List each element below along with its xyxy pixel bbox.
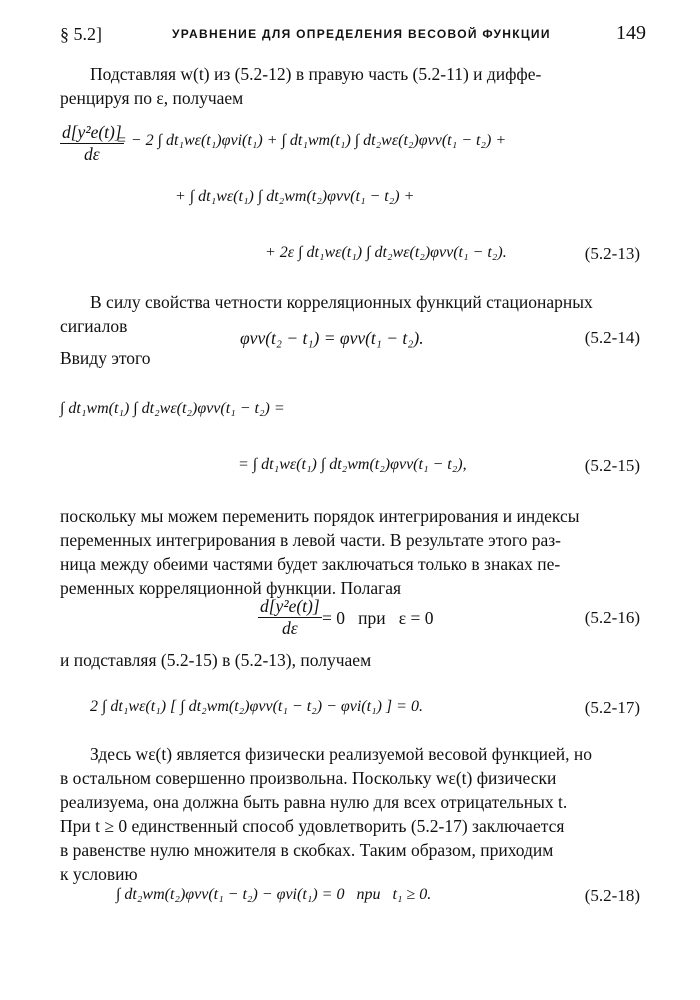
text-line: ница между обеими частями будет заключаться только в знаках пе- — [60, 554, 561, 574]
eq13-line-2: + ∫ dt₁wε(t₁) ∫ dt₂wm(t₂)φvv(t₁ − t₂) + — [175, 188, 415, 205]
eq16-denominator: dε — [282, 618, 298, 638]
text-line: переменных интегрирования в левой части. В результате этого раз- — [60, 530, 561, 550]
text-line: ренцируя по ε, получаем — [60, 88, 244, 108]
section-number: § 5.2] — [60, 24, 102, 44]
equation-5-2-18 — [60, 880, 640, 924]
text-line: В силу свойства четности корреляционных функций стационарных — [90, 292, 593, 312]
eq13-lhs-fraction — [60, 122, 124, 165]
eq13-denominator: dε — [84, 144, 100, 164]
page-number: 149 — [616, 22, 646, 44]
running-header — [60, 22, 646, 46]
text-line: к условию — [60, 864, 138, 884]
eq17-body: 2 ∫ dt₁wε(t₁) [ ∫ dt₂wm(t₂)φvv(t₁ − t₂) − φvi(t₁) ] = 0. — [90, 698, 423, 715]
eq16-lhs-fraction — [258, 596, 322, 639]
equation-5-2-13 — [60, 118, 640, 288]
text-line: Здесь wε(t) является физически реализуемой весовой функцией, но — [90, 744, 593, 764]
equation-number: (5.2-16) — [584, 608, 640, 627]
text-line: реализуема, она должна быть равна нулю для всех отрицательных t. — [60, 792, 568, 812]
equation-number: (5.2-17) — [584, 698, 640, 717]
equation-number: (5.2-13) — [584, 244, 640, 263]
text-line: сигиалов — [60, 316, 128, 336]
eq18-body: ∫ dt₂wm(t₂)φvv(t₁ − t₂) − φvi(t₁) = 0 при t₁ ≥ 0. — [116, 886, 432, 903]
equation-number: (5.2-15) — [584, 456, 640, 475]
paragraph-realizable — [60, 742, 640, 886]
paragraph-reorder — [60, 504, 640, 600]
equation-number: (5.2-18) — [584, 886, 640, 905]
eq15-line-1: ∫ dt₁wm(t₁) ∫ dt₂wε(t₂)φvv(t₁ − t₂) = — [60, 400, 285, 417]
eq15-line-2: = ∫ dt₁wε(t₁) ∫ dt₂wm(t₂)φvv(t₁ − t₂), — [238, 456, 467, 473]
paragraph-intro — [60, 62, 640, 110]
text-line: ременных корреляционной функции. Полагая — [60, 578, 402, 598]
eq13-line-3: + 2ε ∫ dt₁wε(t₁) ∫ dt₂wε(t₂)φvv(t₁ − t₂). — [265, 244, 507, 261]
text-line: в остальном совершенно произвольна. Поскольку wε(t) физически — [60, 768, 557, 788]
eq16-numerator: d[y²e(t)] — [260, 596, 320, 616]
text-line: Подставляя w(t) из (5.2-12) в правую часть (5.2-11) и диффе- — [90, 64, 542, 84]
equation-5-2-17 — [60, 690, 640, 734]
text-line: При t ≥ 0 единственный способ удовлетворить (5.2-17) заключается — [60, 816, 565, 836]
eq13-line-1: = − 2 ∫ dt₁wε(t₁)φvi(t₁) + ∫ dt₁wm(t₁) ∫ dt₂wε(t₂)φvv(t₁ − t₂) + — [116, 132, 507, 149]
eq13-numerator: d[y²e(t)] — [62, 122, 122, 142]
eq16-rest: = 0 при ε = 0 — [322, 608, 434, 628]
text-line: поскольку мы можем переменить порядок интегрирования и индексы — [60, 506, 580, 526]
eq14-body: φvv(t₂ − t₁) = φvv(t₁ − t₂). — [240, 328, 424, 348]
equation-5-2-15 — [60, 390, 640, 500]
equation-number: (5.2-14) — [584, 328, 640, 347]
paragraph-substituting — [60, 648, 640, 672]
text-line: и подставляя (5.2-15) в (5.2-13), получаем — [60, 650, 372, 670]
paragraph-hence — [60, 346, 640, 370]
text-line: Ввиду этого — [60, 348, 151, 368]
running-title: УРАВНЕНИЕ ДЛЯ ОПРЕДЕЛЕНИЯ ВЕСОВОЙ ФУНКЦИИ — [172, 27, 551, 41]
equation-5-2-16 — [60, 596, 640, 640]
text-line: в равенстве нулю множителя в скобках. Таким образом, приходим — [60, 840, 554, 860]
